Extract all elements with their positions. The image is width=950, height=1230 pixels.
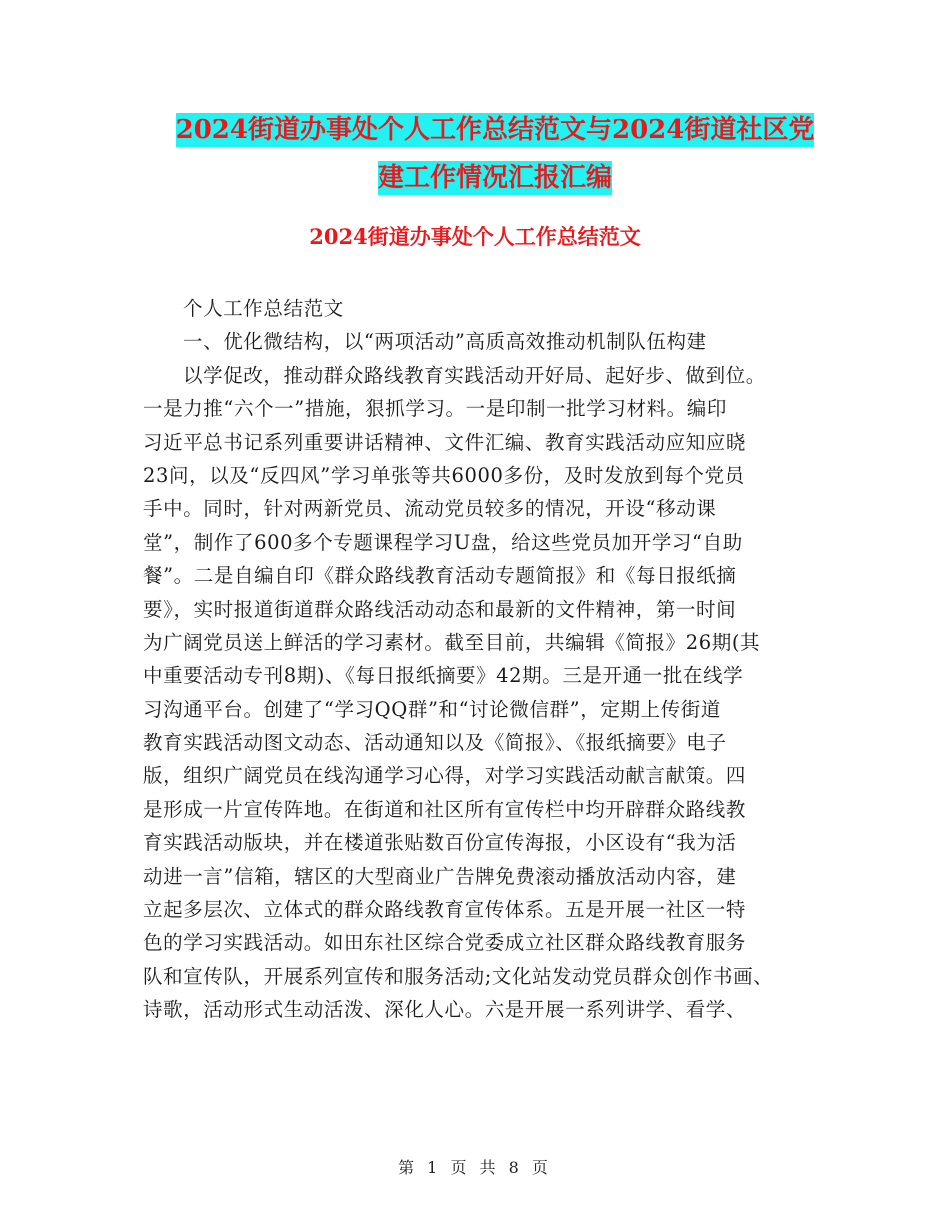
body-line: 手中。同时，针对两新党员、流动党员较多的情况，开设“移动课	[143, 497, 717, 521]
body-line: 动进一言”信箱，辖区的大型商业广告牌免费滚动播放活动内容，建	[143, 864, 737, 888]
section-title: 2024街道办事处个人工作总结范文	[309, 224, 641, 249]
body-line: 以学促改，推动群众路线教育实践活动开好局、起好步、做到位。	[183, 363, 766, 387]
body-line: 是形成一片宣传阵地。在街道和社区所有宣传栏中均开辟群众路线教	[143, 797, 747, 821]
body-line: 习近平总书记系列重要讲话精神、文件汇编、教育实践活动应知应晓	[143, 430, 747, 454]
body-line: 一是力推“六个一”措施，狠抓学习。一是印制一批学习材料。编印	[143, 397, 727, 421]
body-line: 中重要活动专刊8期)、《每日报纸摘要》42期。三是开通一批在线学	[143, 664, 744, 688]
body-line: 育实践活动版块，并在楼道张贴数百份宣传海报，小区设有“我为活	[143, 831, 737, 855]
document-title-line-2: 建工作情况汇报汇编	[377, 163, 612, 193]
body-line: 习沟通平台。创建了“学习QQ群”和“讨论微信群”，定期上传街道	[143, 697, 721, 721]
body-line: 队和宣传队，开展系列宣传和服务活动;文化站发动党员群众创作书画、	[143, 964, 774, 988]
body-line: 诗歌，活动形式生动活泼、深化人心。六是开展一系列讲学、看学、	[143, 998, 747, 1022]
body-line: 要》，实时报道街道群众路线活动动态和最新的文件精神，第一时间	[143, 597, 737, 621]
body-line: 色的学习实践活动。如田东社区综合党委成立社区群众路线教育服务	[143, 931, 747, 955]
body-line: 堂”，制作了600多个专题课程学习U盘，给这些党员加开学习“自助	[143, 530, 743, 554]
body-line: 个人工作总结范文	[183, 297, 344, 320]
body-line: 教育实践活动图文动态、活动通知以及《简报》、《报纸摘要》电子	[143, 731, 727, 755]
body-line: 餐”。二是自编自印《群众路线教育活动专题简报》和《每日报纸摘	[143, 564, 737, 588]
document-body	[143, 292, 815, 1027]
body-line: 一、优化微结构，以“两项活动”高质高效推动机制队伍构建	[183, 330, 707, 354]
body-line: 版，组织广阔党员在线沟通学习心得，对学习实践活动献言献策。四	[143, 764, 747, 788]
body-line: 23问，以及“反四风”学习单张等共6000多份，及时发放到每个党员	[143, 463, 745, 487]
document-title	[150, 106, 840, 202]
page-footer: 第 1 页 共 8 页	[398, 1158, 552, 1177]
document-title-line-1: 2024街道办事处个人工作总结范文与2024街道社区党	[175, 115, 815, 145]
body-line: 立起多层次、立体式的群众路线教育宣传体系。五是开展一社区一特	[143, 898, 747, 922]
body-line: 为广阔党员送上鲜活的学习素材。截至目前，共编辑《简报》26期(其	[143, 630, 761, 654]
